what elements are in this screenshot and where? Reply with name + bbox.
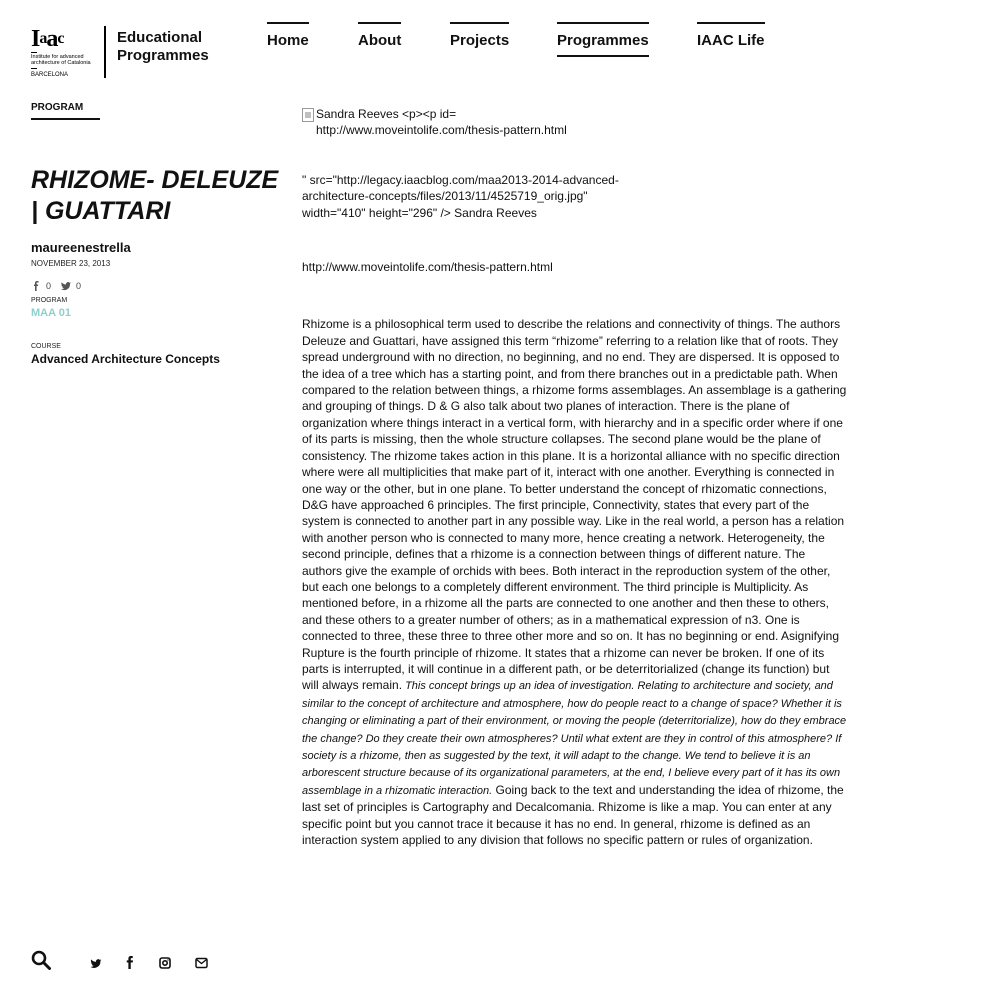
image-alt-line1: Sandra Reeves <p><p id= — [316, 107, 457, 121]
logo-dash-2 — [31, 68, 37, 69]
twitter-count: 0 — [76, 281, 82, 291]
post-date: NOVEMBER 23, 2013 — [31, 259, 111, 268]
program-label: PROGRAM — [31, 297, 68, 304]
sidebar-section-label: PROGRAM — [31, 102, 84, 113]
reference-url: http://www.moveintolife.com/thesis-pattern.html — [302, 260, 553, 275]
post-content — [302, 106, 847, 848]
nav-projects[interactable]: Projects — [450, 22, 509, 49]
article-text-main: Rhizome is a philosophical term used to describe the relations and connectivity of things. The authors Deleuze and Guattari, have assigned this term “rhizome” referring to a relation like that of roots. They spread underground with no direction, no beginning, and no end. They are dispersed. It is opposed to the idea of a tree which has a starting point, and from there branches out in a predictable path. When compared to the relation between things, a rhizome forms assemblages. An assemblage is a gathering and grouping of things. D & G also talk about two planes of interaction. There is the plane of organization where things interact in a vertical form, with hierarchy and in a specific order where if one of its parts is missing, then the whole structure collapses. The second plane would be the plane of consistency. The rhizome takes action in this plane. It is a horizontal alliance with no specific direction where were all multiplicities that make part of it, interact with one another. Everything is connected in one way or the other, but in one plane. To better understand the concept of rhizomatic connections, D&G have approached 6 principles. The first principle, Connectivity, states that every part of the system is connected to another part in any possible way. Like in the real world, a person has a relation with another person who is connected to many more, hence creating a network. Heterogeneity, the second principle, defines that a rhizome is a connection between things of different nature. The authors give the example of orchids with bees. Both interact in the reproduction system of the other, but each one belongs to a completely different environment. The third principle is Multiplicity. As mentioned before, in a rhizome all the parts are connected to one another and then these to others, and these others to a greater number of others; as in a mathematical expression of n3. One is connected to three, these three to three other more and so on. It has no beginning or end. Asignifying Rupture is the fourth principle of rhizome. It states that a rhizome can never be broken. If one of its parts is interrupted, it will continue in a different path, or be deterritorialized (change its function) but will always remain. — [302, 317, 847, 693]
facebook-icon — [31, 281, 41, 291]
broken-image-icon — [302, 108, 314, 122]
iaac-logo[interactable] — [31, 28, 106, 84]
logo-city: BARCELONA — [31, 72, 69, 78]
course-value[interactable]: Advanced Architecture Concepts — [31, 352, 220, 366]
twitter-share[interactable] — [61, 281, 81, 291]
nav-iaac-life[interactable]: IAAC Life — [697, 22, 765, 49]
twitter-icon — [61, 281, 71, 291]
logo-divider — [104, 26, 106, 78]
sidebar-section-rule — [31, 118, 100, 120]
image-alt-line2: http://www.moveintolife.com/thesis-pattern.html — [316, 123, 567, 138]
mail-icon[interactable] — [195, 957, 208, 969]
broken-image — [302, 106, 847, 139]
program-link[interactable]: MAA 01 — [31, 307, 71, 319]
article-text-end: Going back to the text and understanding the idea of rhizome, the last set of principles is Cartography and Decalcomania. Rhizome is like a map. You can enter at any specific point but you cannot trace it because it has no end. In general, rhizome is defined as an interaction system applied to any division that follows no specific pattern or rules of organization. — [302, 782, 844, 848]
logo-mark: $I^aa^c$ — [31, 26, 64, 52]
facebook-share[interactable] — [31, 281, 51, 291]
site-title-line1: Educational — [117, 29, 203, 46]
raw-html-text: " src="http://legacy.iaacblog.com/maa2013-2014-advanced-architecture-concepts/files/2013/11/4525719_orig.jpg" width="410" height="296" /> Sandra Reeves — [302, 172, 619, 220]
facebook-icon[interactable] — [126, 956, 134, 969]
facebook-count: 0 — [46, 281, 52, 291]
instagram-icon[interactable] — [159, 957, 171, 969]
nav-programmes[interactable]: Programmes — [557, 22, 649, 57]
share-counts — [31, 281, 81, 291]
article-text-italic: This concept brings up an idea of investigation. Relating to architecture and society, and similar to the concept of architecture and atmosphere, how do people react to a change of space? Whether it is changing or eliminating a part of their environment, or moving the people (deterritorialize), how do they embrace the change? Do they create their own atmospheres? Until what extent are they in control of this atmosphere? If society is a rhizome, then as suggested by the text, it will adapt to the change. We tend to believe it is an arborescent structure because of its organizational parameters, at the end, I believe every part of it has its own assemblage in a rhizomatic interaction. — [302, 680, 847, 797]
nav-home[interactable]: Home — [267, 22, 309, 49]
article-paragraph — [302, 316, 847, 848]
course-label: COURSE — [31, 343, 61, 350]
twitter-icon[interactable] — [90, 958, 102, 969]
site-title[interactable] — [117, 29, 209, 65]
logo-dash — [31, 52, 37, 53]
logo-subtitle: Institute for advanced architecture of Catalonia — [31, 54, 91, 66]
search-icon[interactable] — [31, 950, 51, 970]
site-title-line2: Programmes — [117, 47, 209, 64]
nav-about[interactable]: About — [358, 22, 401, 49]
post-author[interactable]: maureenestrella — [31, 240, 131, 255]
post-title: RHIZOME- DELEUZE | GUATTARI — [31, 166, 279, 225]
